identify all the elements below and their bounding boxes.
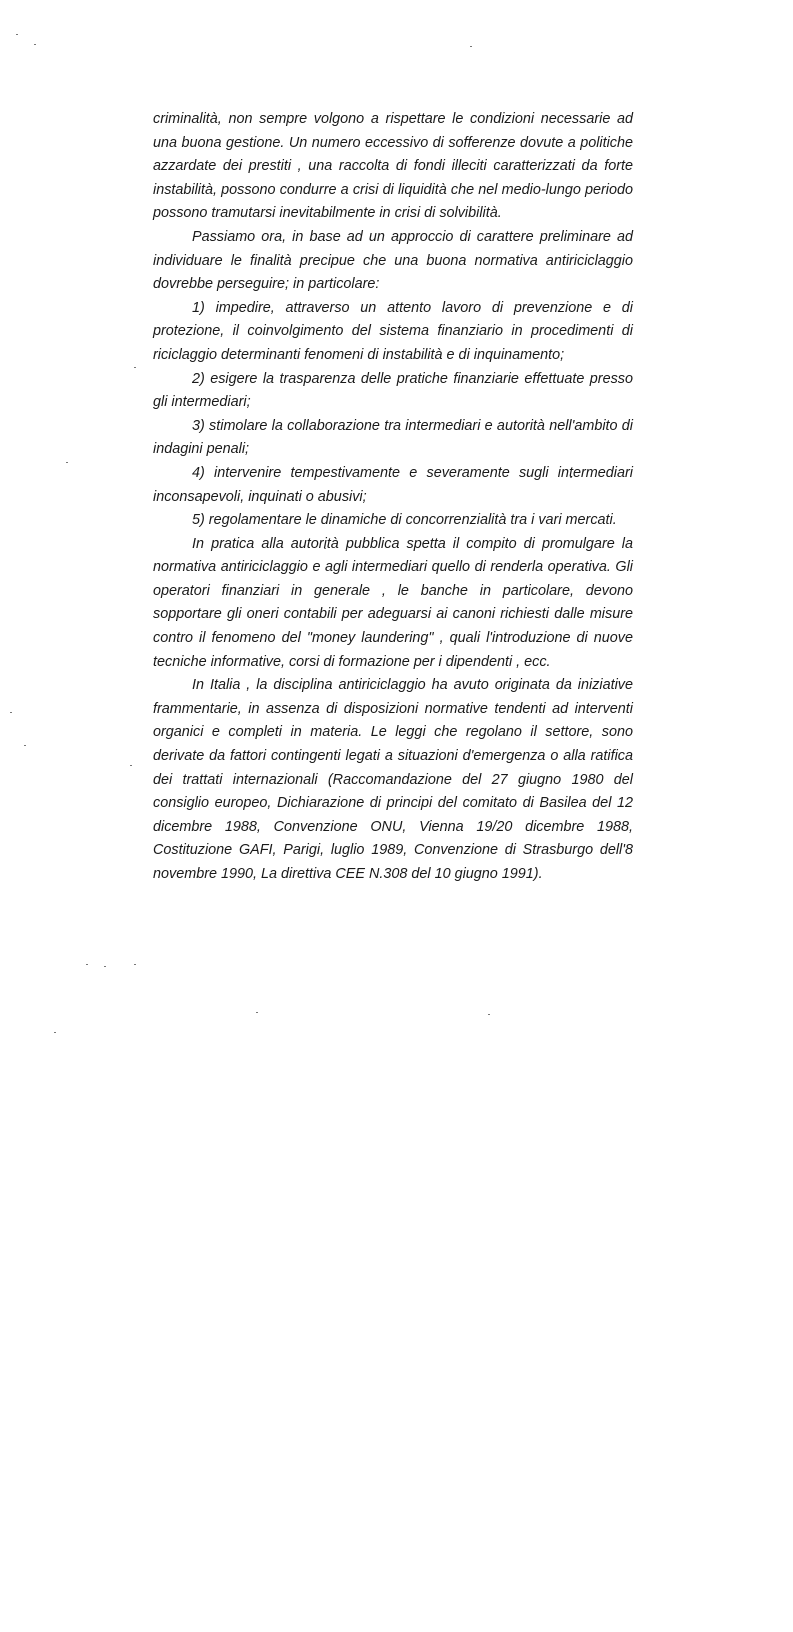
paragraph-in-pratica: In pratica alla autorità pubblica spetta il compito di promulgare la normativa antiriciclaggio e agli intermediari quello di renderla operativa. Gli operatori finanziari in generale , le banche in particolare, devono sopportare gli oneri contabili per adeguarsi ai canoni richiesti dalle misure contro il fenomeno del "money laundering" , quali l'introduzione di nuove tecniche informative, corsi di formazione per i dipendenti , ecc. (153, 535, 633, 670)
scan-speck (86, 964, 88, 965)
scan-speck (130, 765, 132, 766)
paragraph-criminalita: criminalità, non sempre volgono a rispettare le condizioni necessarie ad una buona gestione. Un numero eccessivo di sofferenze dovute a politiche azzardate dei prestiti , una raccolta di fondi illeciti caratterizzati da forte instabilità, possono condurre a crisi di liquidità che nel medio-lungo periodo possono tramutarsi inevitabilmente in crisi di solvibilità. (153, 111, 633, 222)
list-item-3: 3) stimolare la collaborazione tra intermediari e autorità nell'ambito di indagini penali; (153, 417, 633, 458)
scan-speck (104, 966, 106, 967)
list-item-1: 1) impedire, attraverso un attento lavoro di prevenzione e di protezione, il coinvolgimento del sistema finanziario in procedimenti di riciclaggio determinanti fenomeni di instabilità e di inquinamento; (153, 299, 633, 363)
list-item-2: 2) esigere la trasparenza delle pratiche finanziarie effettuate presso gli intermediari; (153, 370, 633, 411)
list-item-4: 4) intervenire tempestivamente e severamente sugli intermediari inconsapevoli, inquinati o abusivi; (153, 464, 633, 505)
scan-speck (66, 462, 68, 463)
scan-speck (16, 34, 18, 35)
document-body (153, 108, 633, 887)
scan-speck (488, 1014, 490, 1015)
list-item-5: 5) regolamentare le dinamiche di concorrenzialità tra i vari mercati. (192, 512, 617, 529)
scan-speck (256, 1012, 258, 1013)
scan-speck (470, 46, 472, 47)
scan-speck (34, 44, 36, 45)
scan-speck (10, 712, 12, 713)
paragraph-in-italia: In Italia , la disciplina antiriciclaggio ha avuto originata da iniziative frammentarie, in assenza di disposizioni normative tendenti ad interventi organici e completi in materia. Le leggi che regolano il settore, sono derivate da fattori contingenti legati a situazioni d'emergenza o alla ratifica dei trattati internazionali (Raccomandazione del 27 giugno 1980 del consiglio europeo, Dichiarazione di principi del comitato di Basilea del 12 dicembre 1988, Convenzione ONU, Vienna 19/20 dicembre 1988, Costituzione GAFI, Parigi, luglio 1989, Convenzione di Strasburgo dell'8 novembre 1990, La direttiva CEE N.308 del 10 giugno 1991). (153, 677, 633, 882)
scan-speck (134, 964, 136, 965)
scan-speck (24, 745, 26, 746)
scan-speck (134, 367, 136, 368)
scan-speck (54, 1032, 56, 1033)
paragraph-finalita: Passiamo ora, in base ad un approccio di carattere preliminare ad individuare le finalità precipue che una buona normativa antiriciclaggio dovrebbe perseguire; in particolare: (153, 228, 633, 293)
